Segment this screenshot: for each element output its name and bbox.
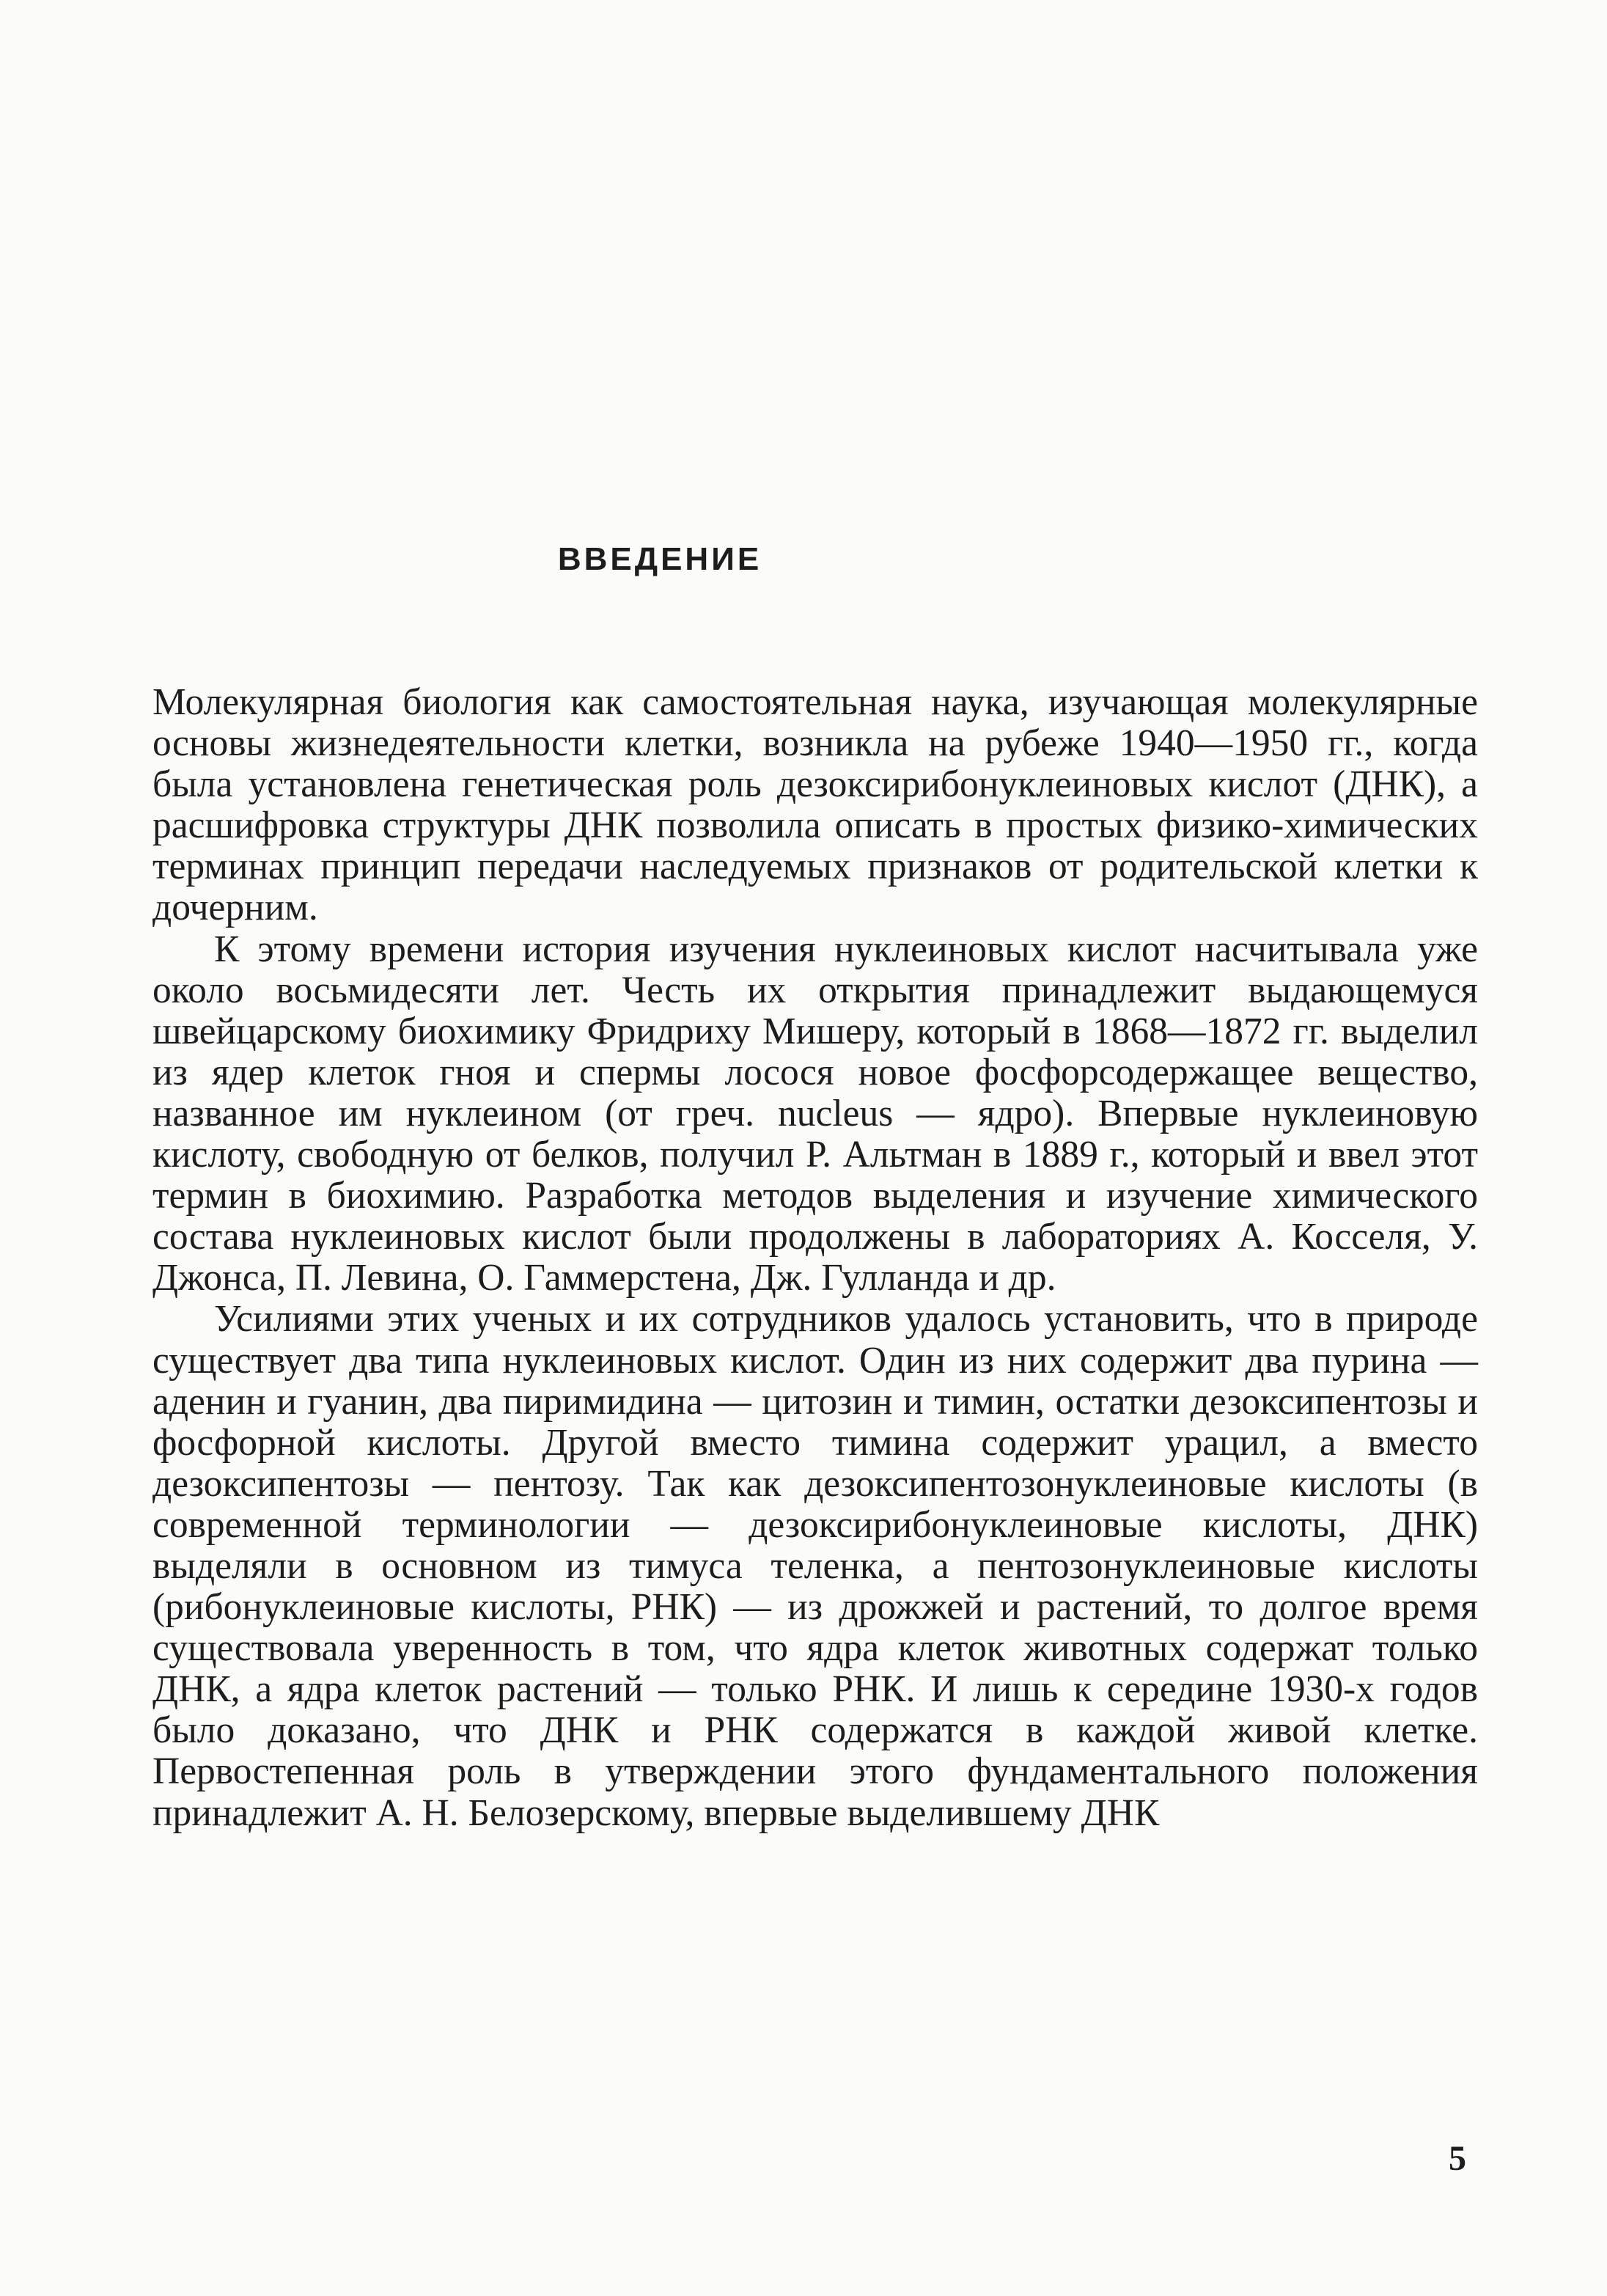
paragraph-3: Усилиями этих ученых и их сотрудников удалось установить, что в природе существует два типа нуклеиновых кислот. Один из них содержит два пурина — аденин и гуанин, два пиримидина — цитозин и тимин, остатки дезоксипентозы и фосфорной кислоты. Другой вместо тимина содержит урацил, а вместо дезоксипентозы — пентозу. Так как дезоксипентозонуклеиновые кислоты (в современной терминологии — дезоксирибонуклеиновые кислоты, ДНК) выделяли в основном из тимуса теленка, а пентозонуклеиновые кислоты (рибонуклеиновые кислоты, РНК) — из дрожжей и растений, то долгое время существовала уверенность в том, что ядра клеток животных содержат только ДНК, а ядра клеток растений — только РНК. И лишь к середине 1930-х годов было доказано, что ДНК и РНК содержатся в каждой живой клетке. Первостепенная роль в утверждении этого фундаментального положения принадлежит А. Н. Белозерскому, впервые выделившему ДНК [152,1298,1478,1834]
chapter-heading: ВВЕДЕНИЕ [557,541,762,577]
body-text [152,682,1478,1834]
page-number: 5 [1449,2139,1466,2178]
paragraph-1: Молекулярная биология как самостоятельная наука, изучающая молекулярные основы жизнедеятельности клетки, возникла на рубеже 1940—1950 гг., когда была установлена генетическая роль дезоксирибонуклеиновых кислот (ДНК), а расшифровка структуры ДНК позволила описать в простых физико-химических терминах принцип передачи наследуемых признаков от родительской клетки к дочерним. [152,681,1478,929]
paragraph-2: К этому времени история изучения нуклеиновых кислот насчитывала уже около восьмидесяти лет. Честь их открытия принадлежит выдающемуся швейцарскому биохимику Фридриху Мишеру, который в 1868—1872 гг. выделил из ядер клеток гноя и спермы лосося новое фосфорсодержащее вещество, названное им нуклеином (от греч. nucleus — ядро). Впервые нуклеиновую кислоту, свободную от белков, получил Р. Альтман в 1889 г., который и ввел этот термин в биохимию. Разработка методов выделения и изучение химического состава нуклеиновых кислот были продолжены в лабораториях А. Косселя, У. Джонса, П. Левина, О. Гаммерстена, Дж. Гулланда и др. [152,928,1478,1299]
